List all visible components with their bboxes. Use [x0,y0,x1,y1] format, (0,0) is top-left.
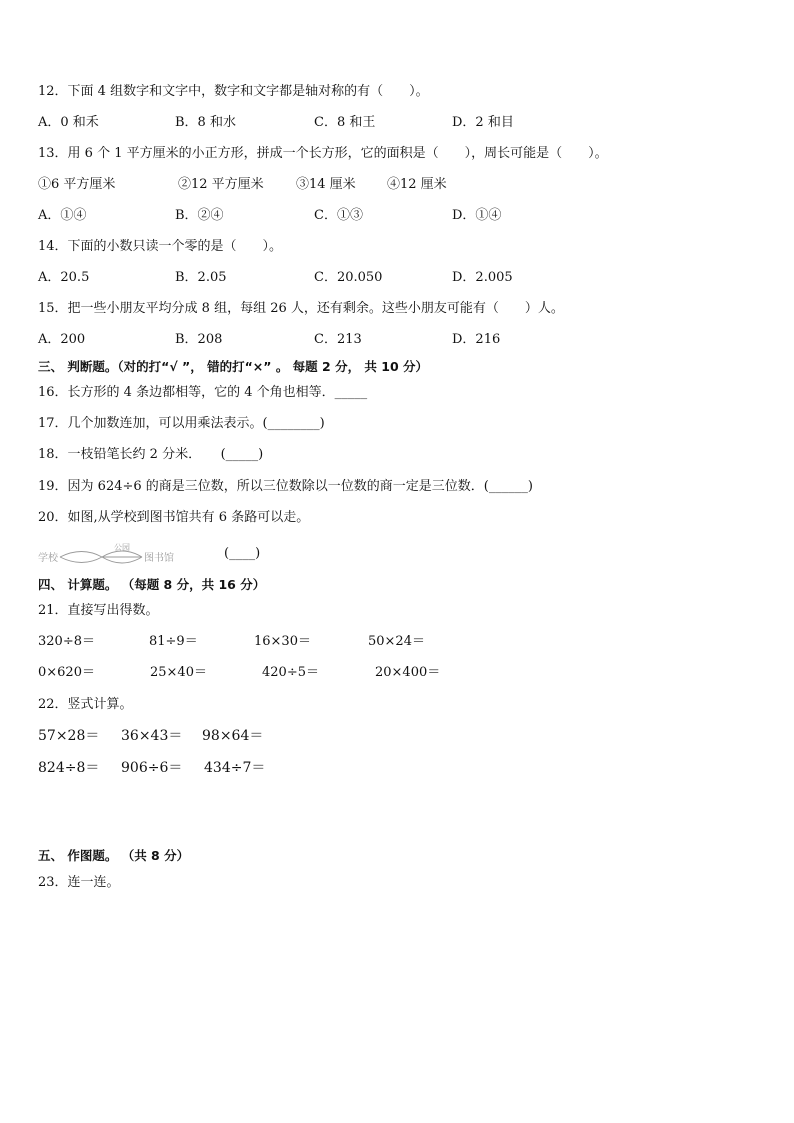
question-13-options [38,207,758,225]
calc-item: 98×64＝ [202,728,264,744]
question-21-stem: 21．直接写出得数。 [38,603,159,618]
option-d[interactable]: D．2.005 [452,270,513,285]
question-23: 23．连一连。 [38,875,120,890]
question-17: 17．几个加数连加，可以用乘法表示。(________) [38,416,325,431]
option-c[interactable]: C．8 和王 [314,115,376,130]
section-4-heading: 四、 计算题。 （每题 8 分，共 16 分） [38,577,266,592]
route-paths [60,551,142,563]
option-c[interactable]: C．①③ [314,208,363,223]
section-5-heading: 五、 作图题。 （共 8 分） [38,848,190,863]
question-14-stem: 14．下面的小数只读一个零的是（ ）。 [38,239,283,254]
question-14-options [38,269,758,287]
calc-item: 36×43＝ [121,728,183,744]
option-b[interactable]: B．8 和水 [175,115,236,130]
option-a[interactable]: A．200 [38,332,86,347]
question-13-choices [38,176,758,194]
route-diagram [38,543,188,569]
label-park: 公园 [114,543,130,552]
section-3-heading: 三、 判断题。（对的打“√ ”， 错的打“×” 。 每题 2 分， 共 10 分） [38,359,429,374]
calc-item: 20×400＝ [375,665,441,680]
question-15-options [38,331,758,349]
calc-item: 434÷7＝ [204,760,266,776]
question-13-stem: 13．用 6 个 1 平方厘米的小正方形，拼成一个长方形，它的面积是（ ），周长可能是（ ）。 [38,146,608,161]
calc-item: 0×620＝ [38,665,95,680]
option-d[interactable]: D．216 [452,332,501,347]
option-a[interactable]: A．0 和禾 [38,115,99,130]
option-a[interactable]: A．20.5 [38,270,90,285]
option-b[interactable]: B．②④ [175,208,224,223]
option-d[interactable]: D．2 和目 [452,115,514,130]
label-school: 学校 [38,553,58,564]
choice-4: ④12 厘米 [387,177,447,192]
calc-item: 906÷6＝ [121,760,183,776]
choice-3: ③14 厘米 [296,177,356,192]
option-c[interactable]: C．213 [314,332,362,347]
question-19: 19．因为 624÷6 的商是三位数，所以三位数除以一位数的商一定是三位数．(______) [38,479,533,494]
question-16: 16．长方形的 4 条边都相等，它的 4 个角也相等．_____ [38,385,368,400]
question-15-stem: 15．把一些小朋友平均分成 8 组，每组 26 人，还有剩余。这些小朋友可能有（ ）人。 [38,301,564,316]
question-22-stem: 22．竖式计算。 [38,697,133,712]
question-20-blank[interactable]: (____) [224,546,261,561]
question-12-options [38,114,758,132]
choice-2: ②12 平方厘米 [178,177,264,192]
option-b[interactable]: B．2.05 [175,270,227,285]
question-21-row-1 [38,633,758,651]
calc-item: 320÷8＝ [38,634,95,649]
calc-item: 57×28＝ [38,728,100,744]
question-18: 18．一枝铅笔长约 2 分米． (_____) [38,447,264,462]
question-22-row-2 [38,759,758,777]
label-library: 图书馆 [144,553,174,564]
question-22-row-1 [38,727,758,745]
question-20-stem: 20．如图,从学校到图书馆共有 6 条路可以走。 [38,510,310,525]
option-c[interactable]: C．20.050 [314,270,383,285]
question-12-stem: 12．下面 4 组数字和文字中，数字和文字都是轴对称的有（ ）。 [38,84,429,99]
option-d[interactable]: D．①④ [452,208,502,223]
option-b[interactable]: B．208 [175,332,223,347]
calc-item: 824÷8＝ [38,760,100,776]
option-a[interactable]: A．①④ [38,208,87,223]
calc-item: 25×40＝ [150,665,207,680]
calc-item: 420÷5＝ [262,665,319,680]
calc-item: 50×24＝ [368,634,425,649]
calc-item: 16×30＝ [254,634,311,649]
question-21-row-2 [38,664,758,682]
calc-item: 81÷9＝ [149,634,198,649]
choice-1: ①6 平方厘米 [38,177,116,192]
